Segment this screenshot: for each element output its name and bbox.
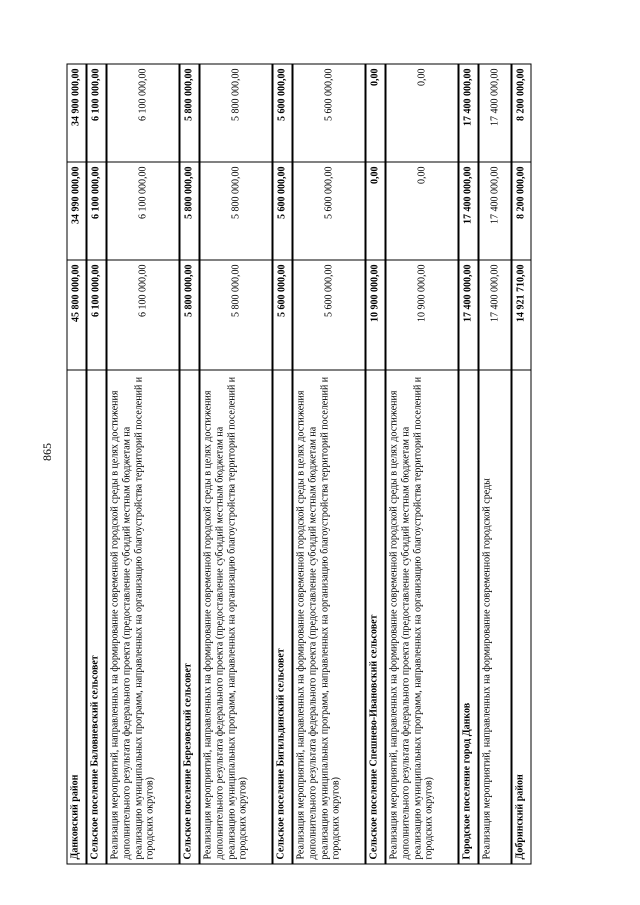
row-value-1: 17 400 000,00 — [478, 260, 511, 370]
row-value-1: 5 800 000,00 — [199, 260, 272, 370]
row-name: Сельское поселение Спешнево-Ивановский сельсовет — [365, 370, 385, 864]
table-row — [86, 64, 106, 864]
table-row — [511, 64, 531, 864]
row-value-2: 5 800 000,00 — [179, 162, 199, 260]
row-value-3: 5 600 000,00 — [272, 64, 292, 162]
row-value-1: 17 400 000,00 — [458, 260, 478, 370]
row-name: Данковский район — [67, 370, 87, 864]
row-value-2: 17 400 000,00 — [458, 162, 478, 260]
table-row — [179, 64, 199, 864]
page-number: 865 — [40, 443, 54, 461]
row-name: Реализация мероприятий, направленных на формирование современной городской среды в целях достижения дополнительного результата федерального проекта (предоставление субсидий местным бюджетам на реализацию муниципальных программ, направленных на организацию благоустройства территорий поселений и городских округов) — [385, 370, 458, 864]
row-value-1: 5 600 000,00 — [292, 260, 365, 370]
row-name: Городское поселение город Данков — [458, 370, 478, 864]
row-name: Сельское поселение Березовский сельсовет — [179, 370, 199, 864]
row-value-3: 5 800 000,00 — [199, 64, 272, 162]
table-row — [365, 64, 385, 864]
row-name: Реализация мероприятий, направленных на формирование современной городской среды в целях достижения дополнительного результата федерального проекта (предоставление субсидий местным бюджетам на реализацию муниципальных программ, направленных на организацию благоустройства территорий поселений и городских округов) — [199, 370, 272, 864]
row-value-1: 14 921 710,00 — [511, 260, 531, 370]
row-value-3: 5 800 000,00 — [179, 64, 199, 162]
row-value-1: 5 800 000,00 — [179, 260, 199, 370]
table-row — [272, 64, 292, 864]
budget-table — [66, 63, 531, 864]
row-name: Сельское поселение Бигильдинский сельсовет — [272, 370, 292, 864]
row-value-3: 0,00 — [385, 64, 458, 162]
row-value-2: 5 800 000,00 — [199, 162, 272, 260]
row-name: Реализация мероприятий, направленных на формирование современной городской среды в целях достижения дополнительного результата федерального проекта (предоставление субсидий местным бюджетам на реализацию муниципальных программ, направленных на организацию благоустройства территорий поселений и городских округов) — [292, 370, 365, 864]
row-value-2: 34 990 000,00 — [67, 162, 87, 260]
row-value-3: 6 100 000,00 — [86, 64, 106, 162]
row-name: Реализация мероприятий, направленных на формирование современной городской среды — [478, 370, 511, 864]
row-value-2: 5 600 000,00 — [272, 162, 292, 260]
row-value-3: 8 200 000,00 — [511, 64, 531, 162]
table-row — [458, 64, 478, 864]
row-value-3: 17 400 000,00 — [458, 64, 478, 162]
row-value-2: 8 200 000,00 — [511, 162, 531, 260]
table-row — [478, 64, 511, 864]
row-value-3: 0,00 — [365, 64, 385, 162]
table-row — [292, 64, 365, 864]
row-value-1: 5 600 000,00 — [272, 260, 292, 370]
row-value-1: 45 800 000,00 — [67, 260, 87, 370]
row-value-2: 6 100 000,00 — [106, 162, 179, 260]
row-value-3: 17 400 000,00 — [478, 64, 511, 162]
row-value-3: 6 100 000,00 — [106, 64, 179, 162]
row-value-2: 5 600 000,00 — [292, 162, 365, 260]
table-row — [106, 64, 179, 864]
table-row — [385, 64, 458, 864]
row-value-1: 6 100 000,00 — [86, 260, 106, 370]
table-row — [67, 64, 87, 864]
row-value-2: 6 100 000,00 — [86, 162, 106, 260]
row-value-3: 34 900 000,00 — [67, 64, 87, 162]
row-name: Сельское поселение Баловневский сельсовет — [86, 370, 106, 864]
row-value-1: 10 900 000,00 — [365, 260, 385, 370]
row-value-2: 0,00 — [365, 162, 385, 260]
row-value-3: 5 600 000,00 — [292, 64, 365, 162]
row-value-2: 0,00 — [385, 162, 458, 260]
row-value-1: 6 100 000,00 — [106, 260, 179, 370]
table-row — [199, 64, 272, 864]
row-name: Добринский район — [511, 370, 531, 864]
row-value-1: 10 900 000,00 — [385, 260, 458, 370]
rotated-page-content — [66, 64, 589, 864]
row-value-2: 17 400 000,00 — [478, 162, 511, 260]
row-name: Реализация мероприятий, направленных на формирование современной городской среды в целях достижения дополнительного результата федерального проекта (предоставление субсидий местным бюджетам на реализацию муниципальных программ, направленных на организацию благоустройства территорий поселений и городских округов) — [106, 370, 179, 864]
